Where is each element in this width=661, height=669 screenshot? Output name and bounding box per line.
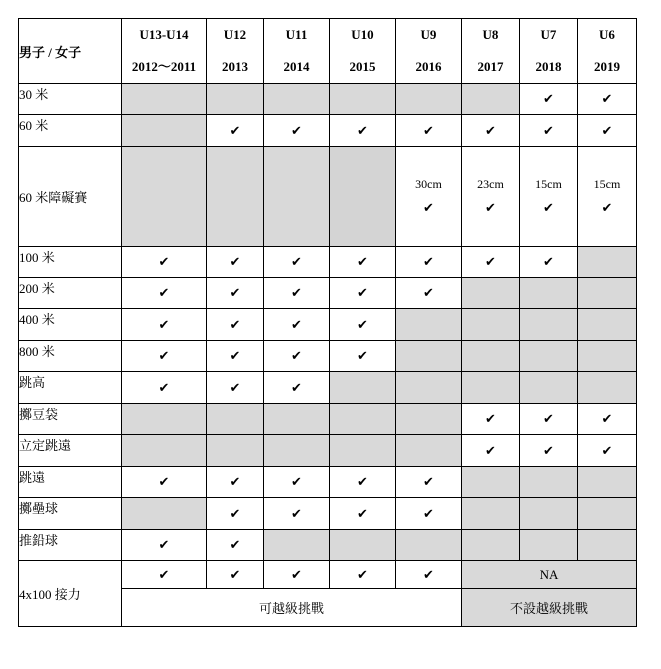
table-row bbox=[19, 372, 637, 404]
check-cell bbox=[122, 530, 207, 561]
not-offered-cell bbox=[122, 498, 207, 530]
check-cell bbox=[520, 404, 578, 435]
table-row bbox=[19, 341, 637, 372]
check-cell bbox=[462, 404, 520, 435]
not-offered-cell bbox=[578, 309, 637, 341]
col-header-u11 bbox=[264, 19, 330, 84]
not-offered-cell bbox=[462, 530, 520, 561]
row-label: 跳遠 bbox=[19, 467, 122, 498]
check-cell bbox=[462, 435, 520, 467]
not-offered-cell bbox=[396, 84, 462, 115]
col-header-u12 bbox=[207, 19, 264, 84]
check-cell bbox=[207, 341, 264, 372]
not-offered-cell bbox=[462, 278, 520, 309]
check-cell bbox=[330, 309, 396, 341]
col-year: 2014 bbox=[283, 59, 310, 74]
check-icon: ✔ bbox=[601, 91, 613, 106]
check-icon: ✔ bbox=[158, 316, 170, 332]
not-offered-cell bbox=[122, 84, 207, 115]
hurdle-height-cell bbox=[578, 147, 637, 247]
header-row bbox=[19, 19, 637, 84]
row-label: 800 米 bbox=[19, 341, 122, 372]
check-cell bbox=[520, 115, 578, 147]
check-icon: ✔ bbox=[543, 254, 554, 269]
check-icon: ✔ bbox=[229, 285, 241, 300]
check-icon: ✔ bbox=[291, 348, 302, 363]
not-offered-cell bbox=[520, 530, 578, 561]
col-name: U11 bbox=[285, 27, 308, 42]
row-label: 立定跳遠 bbox=[19, 435, 122, 467]
check-icon: ✔ bbox=[423, 566, 434, 582]
check-cell bbox=[122, 467, 207, 498]
col-name: U6 bbox=[599, 27, 615, 42]
check-icon: ✔ bbox=[229, 316, 241, 332]
check-cell bbox=[207, 247, 264, 278]
not-offered-cell bbox=[520, 309, 578, 341]
row-label: 60 米 bbox=[19, 115, 122, 147]
row-label: 跳高 bbox=[19, 372, 122, 404]
col-header-u10 bbox=[330, 19, 396, 84]
hurdle-height: 15cm bbox=[593, 177, 621, 191]
table-row bbox=[19, 84, 637, 115]
check-cell bbox=[578, 404, 637, 435]
check-icon: ✔ bbox=[229, 379, 241, 395]
check-icon: ✔ bbox=[158, 348, 170, 363]
check-cell bbox=[330, 467, 396, 498]
not-offered-cell bbox=[578, 498, 637, 530]
not-offered-cell bbox=[520, 467, 578, 498]
col-year: 2017 bbox=[477, 59, 504, 74]
check-icon: ✔ bbox=[158, 285, 170, 300]
not-offered-cell bbox=[462, 309, 520, 341]
check-cell bbox=[264, 309, 330, 341]
check-cell bbox=[396, 278, 462, 309]
not-offered-cell bbox=[330, 84, 396, 115]
check-icon: ✔ bbox=[423, 122, 434, 138]
check-icon: ✔ bbox=[543, 91, 554, 106]
row-label: 擲豆袋 bbox=[19, 404, 122, 435]
check-cell bbox=[264, 498, 330, 530]
not-offered-cell bbox=[462, 467, 520, 498]
not-offered-cell bbox=[207, 435, 264, 467]
not-offered-cell bbox=[520, 278, 578, 309]
check-icon: ✔ bbox=[485, 254, 496, 269]
not-offered-cell bbox=[264, 147, 330, 247]
check-cell bbox=[330, 341, 396, 372]
check-icon: ✔ bbox=[158, 566, 170, 582]
check-cell bbox=[207, 115, 264, 147]
check-icon: ✔ bbox=[158, 537, 170, 552]
check-cell bbox=[578, 435, 637, 467]
not-offered-cell bbox=[122, 147, 207, 247]
events-table bbox=[18, 18, 637, 627]
check-cell bbox=[264, 467, 330, 498]
col-name: U12 bbox=[223, 27, 247, 42]
check-cell bbox=[330, 115, 396, 147]
col-year: 2013 bbox=[222, 59, 248, 74]
check-icon: ✔ bbox=[357, 474, 368, 489]
table-row bbox=[19, 115, 637, 147]
col-name: U9 bbox=[420, 27, 437, 42]
row-label: 400 米 bbox=[19, 309, 122, 341]
not-offered-cell bbox=[462, 498, 520, 530]
check-icon: ✔ bbox=[423, 474, 434, 489]
check-icon: ✔ bbox=[543, 122, 554, 138]
not-offered-cell bbox=[578, 341, 637, 372]
check-icon: ✔ bbox=[229, 474, 241, 489]
check-icon: ✔ bbox=[291, 379, 302, 395]
row-label: 4x100 接力 bbox=[19, 561, 122, 627]
not-offered-cell bbox=[520, 372, 578, 404]
check-icon: ✔ bbox=[485, 411, 496, 426]
check-icon: ✔ bbox=[357, 254, 368, 269]
check-cell bbox=[122, 561, 207, 589]
check-cell bbox=[330, 561, 396, 589]
check-cell bbox=[578, 115, 637, 147]
not-offered-cell bbox=[264, 404, 330, 435]
row-label: 60 米障礙賽 bbox=[19, 147, 122, 247]
not-offered-cell bbox=[264, 530, 330, 561]
hurdle-height: 15cm bbox=[535, 177, 562, 191]
hurdle-height: 23cm bbox=[477, 177, 504, 191]
not-offered-cell bbox=[578, 467, 637, 498]
table-row bbox=[19, 435, 637, 467]
check-icon: ✔ bbox=[423, 285, 434, 300]
check-cell bbox=[264, 341, 330, 372]
row-label: 100 米 bbox=[19, 247, 122, 278]
check-icon: ✔ bbox=[357, 285, 368, 300]
check-icon: ✔ bbox=[229, 505, 241, 521]
not-offered-cell bbox=[396, 530, 462, 561]
check-icon: ✔ bbox=[485, 200, 496, 215]
check-icon: ✔ bbox=[291, 316, 302, 332]
check-cell bbox=[122, 372, 207, 404]
not-offered-cell bbox=[122, 115, 207, 147]
check-icon: ✔ bbox=[543, 200, 554, 215]
col-name: U7 bbox=[540, 27, 557, 42]
col-name: U10 bbox=[351, 27, 374, 42]
check-icon: ✔ bbox=[229, 566, 241, 582]
check-icon: ✔ bbox=[601, 122, 613, 138]
check-cell bbox=[520, 247, 578, 278]
not-offered-cell bbox=[330, 530, 396, 561]
table-row bbox=[19, 404, 637, 435]
col-year: 2012～2011 bbox=[131, 59, 197, 74]
check-icon: ✔ bbox=[357, 316, 368, 332]
check-cell bbox=[122, 309, 207, 341]
col-name: U13-U14 bbox=[139, 27, 189, 42]
no-cross-note: 不設越級挑戰 bbox=[462, 589, 637, 627]
check-cell bbox=[330, 498, 396, 530]
not-offered-cell bbox=[462, 341, 520, 372]
not-offered-cell bbox=[207, 84, 264, 115]
check-cell bbox=[207, 278, 264, 309]
not-offered-cell bbox=[122, 404, 207, 435]
check-icon: ✔ bbox=[601, 411, 613, 426]
not-offered-cell bbox=[462, 84, 520, 115]
check-cell bbox=[396, 115, 462, 147]
not-offered-cell bbox=[578, 372, 637, 404]
check-cell bbox=[207, 372, 264, 404]
check-icon: ✔ bbox=[485, 442, 496, 458]
not-offered-cell bbox=[396, 372, 462, 404]
not-offered-cell bbox=[396, 404, 462, 435]
check-cell bbox=[207, 309, 264, 341]
col-year: 2015 bbox=[349, 59, 376, 74]
check-icon: ✔ bbox=[229, 537, 241, 552]
hurdle-height-cell bbox=[520, 147, 578, 247]
check-cell bbox=[462, 115, 520, 147]
col-header-u7 bbox=[520, 19, 578, 84]
not-offered-cell bbox=[264, 435, 330, 467]
check-cell bbox=[264, 247, 330, 278]
not-offered-cell bbox=[330, 435, 396, 467]
check-icon: ✔ bbox=[357, 505, 368, 521]
not-offered-cell bbox=[207, 147, 264, 247]
not-offered-cell bbox=[122, 435, 207, 467]
check-cell bbox=[520, 84, 578, 115]
check-cell bbox=[122, 341, 207, 372]
table-row bbox=[19, 247, 637, 278]
col-header-u8 bbox=[462, 19, 520, 84]
check-icon: ✔ bbox=[229, 254, 241, 269]
hurdle-height-cell bbox=[396, 147, 462, 247]
row-label: 200 米 bbox=[19, 278, 122, 309]
check-cell bbox=[207, 530, 264, 561]
na-cell: NA bbox=[462, 561, 637, 589]
check-icon: ✔ bbox=[601, 442, 613, 458]
cross-allowed-note: 可越級挑戰 bbox=[122, 589, 462, 627]
not-offered-cell bbox=[264, 84, 330, 115]
col-header-u9 bbox=[396, 19, 462, 84]
check-icon: ✔ bbox=[229, 122, 241, 138]
check-cell bbox=[578, 84, 637, 115]
col-year: 2019 bbox=[594, 59, 620, 74]
check-icon: ✔ bbox=[291, 566, 302, 582]
check-icon: ✔ bbox=[357, 348, 368, 363]
check-cell bbox=[264, 561, 330, 589]
hurdle-height-cell bbox=[462, 147, 520, 247]
not-offered-cell bbox=[330, 372, 396, 404]
check-cell bbox=[122, 278, 207, 309]
check-cell bbox=[396, 561, 462, 589]
col-name: U8 bbox=[482, 27, 499, 42]
check-icon: ✔ bbox=[423, 200, 434, 215]
check-icon: ✔ bbox=[291, 254, 302, 269]
not-offered-cell bbox=[207, 404, 264, 435]
check-icon: ✔ bbox=[423, 505, 434, 521]
check-icon: ✔ bbox=[229, 348, 241, 363]
check-cell bbox=[207, 561, 264, 589]
check-icon: ✔ bbox=[158, 474, 170, 489]
check-icon: ✔ bbox=[158, 254, 170, 269]
not-offered-cell bbox=[520, 341, 578, 372]
check-cell bbox=[396, 247, 462, 278]
check-cell bbox=[207, 498, 264, 530]
check-cell bbox=[264, 115, 330, 147]
check-cell bbox=[207, 467, 264, 498]
not-offered-cell bbox=[578, 278, 637, 309]
col-header-u6 bbox=[578, 19, 637, 84]
row-label: 30 米 bbox=[19, 84, 122, 115]
corner-header: 男子 / 女子 bbox=[19, 19, 122, 84]
check-cell bbox=[396, 498, 462, 530]
table-row bbox=[19, 309, 637, 341]
check-icon: ✔ bbox=[291, 474, 302, 489]
check-cell bbox=[330, 247, 396, 278]
check-icon: ✔ bbox=[601, 200, 613, 215]
table-row bbox=[19, 278, 637, 309]
check-cell bbox=[330, 278, 396, 309]
relay-row bbox=[19, 561, 637, 589]
col-header-u13-u14 bbox=[122, 19, 207, 84]
check-icon: ✔ bbox=[291, 285, 302, 300]
check-icon: ✔ bbox=[158, 379, 170, 395]
not-offered-cell bbox=[520, 498, 578, 530]
check-icon: ✔ bbox=[291, 122, 302, 138]
check-cell bbox=[462, 247, 520, 278]
not-offered-cell bbox=[396, 435, 462, 467]
table-row bbox=[19, 467, 637, 498]
check-cell bbox=[264, 278, 330, 309]
col-year: 2016 bbox=[415, 59, 442, 74]
check-cell bbox=[396, 467, 462, 498]
check-icon: ✔ bbox=[423, 254, 434, 269]
col-year: 2018 bbox=[535, 59, 562, 74]
check-icon: ✔ bbox=[357, 566, 368, 582]
check-cell bbox=[122, 247, 207, 278]
not-offered-cell bbox=[396, 309, 462, 341]
check-icon: ✔ bbox=[543, 411, 554, 426]
not-offered-cell bbox=[396, 341, 462, 372]
row-label: 推鉛球 bbox=[19, 530, 122, 561]
table-row bbox=[19, 147, 637, 247]
check-icon: ✔ bbox=[357, 122, 368, 138]
table-body bbox=[19, 19, 637, 627]
hurdle-height: 30cm bbox=[415, 177, 442, 191]
not-offered-cell bbox=[462, 372, 520, 404]
row-label: 擲壘球 bbox=[19, 498, 122, 530]
table-row bbox=[19, 498, 637, 530]
check-icon: ✔ bbox=[291, 505, 302, 521]
not-offered-cell bbox=[578, 530, 637, 561]
not-offered-cell bbox=[578, 247, 637, 278]
not-offered-cell bbox=[330, 147, 396, 247]
not-offered-cell bbox=[330, 404, 396, 435]
check-cell bbox=[520, 435, 578, 467]
check-icon: ✔ bbox=[485, 122, 496, 138]
check-icon: ✔ bbox=[543, 442, 554, 458]
check-cell bbox=[264, 372, 330, 404]
table-row bbox=[19, 530, 637, 561]
